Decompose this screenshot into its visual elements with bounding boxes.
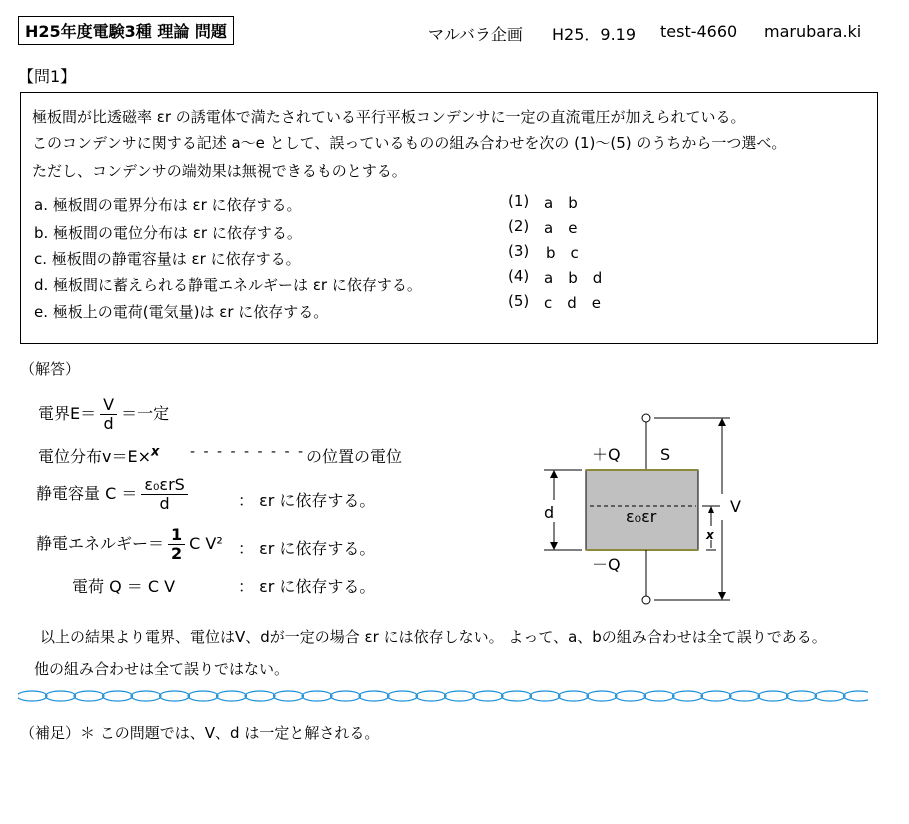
chain-link (787, 691, 817, 701)
chain-link (274, 691, 304, 701)
energy-note: ： εr に依存する。 (238, 539, 376, 558)
v-arrowhead-up (718, 418, 726, 426)
question-label: 【問1】 (18, 67, 77, 86)
formula-energy (36, 526, 223, 563)
chain-link (46, 691, 76, 701)
chain-link (302, 691, 332, 701)
choice-5-num: (5) (508, 292, 530, 310)
chain-link (245, 691, 275, 701)
x-label: x (706, 528, 714, 542)
choice-3-opts: b c (546, 244, 579, 262)
plus-q-label: ＋Q (592, 445, 621, 464)
chain-link (18, 691, 47, 701)
fraction-numerator: 1 (168, 526, 185, 545)
chain-link (616, 691, 646, 701)
d-label: d (544, 503, 555, 522)
charge-note: ： εr に依存する。 (238, 577, 376, 596)
chain-link (74, 691, 104, 701)
choice-2-opts: a e (544, 219, 578, 237)
fraction-half (168, 526, 185, 563)
chain-link (188, 691, 218, 701)
chain-link (587, 691, 617, 701)
formula-potential-left: 電位分布v＝E× (38, 447, 151, 466)
statement-c: c. 極板間の静電容量は εr に依存する。 (34, 250, 301, 268)
question-line-1: 極板間が比透磁率 εr の誘電体で満たされている平行平板コンデンサに一定の直流電圧が加えられている。 (32, 108, 746, 126)
formula-field-right: ＝一定 (121, 404, 170, 423)
capacitor-diagram (530, 408, 770, 608)
question-line-3: ただし、コンデンサの端効果は無視できるものとする。 (32, 162, 407, 180)
chain-divider (18, 688, 868, 704)
formula-capacitance (36, 476, 192, 513)
chain-link (131, 691, 161, 701)
question-line-2: このコンデンサに関する記述 a～e として、誤っているものの組み合わせを次の (1)～(5) のうちから一つ選べ。 (32, 134, 787, 152)
chain-link (530, 691, 560, 701)
chain-link (331, 691, 361, 701)
d-arrowhead-down (550, 542, 558, 550)
fraction-denominator: 2 (171, 544, 183, 563)
top-terminal (642, 414, 650, 422)
conclusion-line-1: 以上の結果より電界、電位はV、dが一定の場合 εr には依存しない。 よって、a、bの組み合わせは全て誤りである。 (40, 628, 827, 646)
formula-field (38, 396, 169, 433)
choice-1-num: (1) (508, 192, 530, 210)
chain-link (559, 691, 589, 701)
fraction-denominator: d (159, 494, 170, 513)
variable-x: x (151, 444, 160, 460)
formula-capacitance-left: 静電容量 C ＝ (36, 484, 138, 503)
v-arrowhead-down (718, 592, 726, 600)
page-title: H25年度電験3種 理論 問題 (18, 16, 234, 45)
fraction-v-over-d (100, 396, 117, 433)
chain-link (217, 691, 247, 701)
fraction-numerator: V (100, 396, 117, 415)
formula-charge: 電荷 Q ＝ C V (72, 577, 176, 596)
statement-a: a. 極板間の電界分布は εr に依存する。 (34, 196, 302, 214)
chain-link (473, 691, 503, 701)
choice-3-num: (3) (508, 242, 530, 260)
statement-b: b. 極板間の電位分布は εr に依存する。 (34, 224, 302, 242)
d-arrowhead-up (550, 470, 558, 478)
x-arrowhead (708, 506, 714, 513)
formula-energy-left: 静電エネルギー＝ (36, 534, 165, 553)
formula-potential-right: の位置の電位 (306, 447, 403, 466)
capacitance-note: ： εr に依存する。 (238, 491, 376, 510)
area-label: S (660, 445, 671, 464)
chain-link (673, 691, 703, 701)
chain-link (815, 691, 845, 701)
chain-link (844, 691, 869, 701)
fraction-capacitance (141, 476, 187, 513)
formula-potential (38, 444, 159, 467)
minus-q-label: －Q (592, 555, 621, 574)
chain-link (388, 691, 418, 701)
chain-link (416, 691, 446, 701)
formula-energy-mid: C V² (189, 534, 223, 553)
eps-label: ε₀εr (626, 507, 657, 526)
chain-link (445, 691, 475, 701)
chain-link (644, 691, 674, 701)
chain-link (502, 691, 532, 701)
dashed-line: - - - - - - - - - (190, 444, 306, 460)
date: H25．9.19 (552, 25, 637, 44)
fraction-numerator: ε₀εrS (141, 476, 187, 495)
statement-e: e. 極板上の電荷(電気量)は εr に依存する。 (34, 303, 329, 321)
supplement-note: （補足）＊ この問題では、V、d は一定と解される。 (20, 724, 380, 742)
choice-5-opts: c d e (544, 294, 601, 312)
chain-link (730, 691, 760, 701)
chain-link (359, 691, 389, 701)
chain-link (160, 691, 190, 701)
chain-link (758, 691, 788, 701)
v-label: V (730, 497, 741, 516)
bottom-terminal (642, 596, 650, 604)
conclusion-line-2: 他の組み合わせは全て誤りではない。 (34, 660, 290, 678)
choice-4-num: (4) (508, 267, 530, 285)
answer-label: （解答） (20, 360, 81, 378)
publisher: マルバラ企画 (428, 25, 523, 44)
choice-1-opts: a b (544, 194, 578, 212)
chain-link (701, 691, 731, 701)
chain-link (103, 691, 133, 701)
choice-4-opts: a b d (544, 269, 603, 287)
test-id: test-4660 (660, 22, 738, 41)
formula-field-left: 電界E＝ (38, 404, 97, 423)
statement-d: d. 極板間に蓄えられる静電エネルギーは εr に依存する。 (34, 276, 422, 294)
site-name: marubara.ki (764, 22, 862, 41)
fraction-denominator: d (103, 414, 114, 433)
choice-2-num: (2) (508, 217, 530, 235)
